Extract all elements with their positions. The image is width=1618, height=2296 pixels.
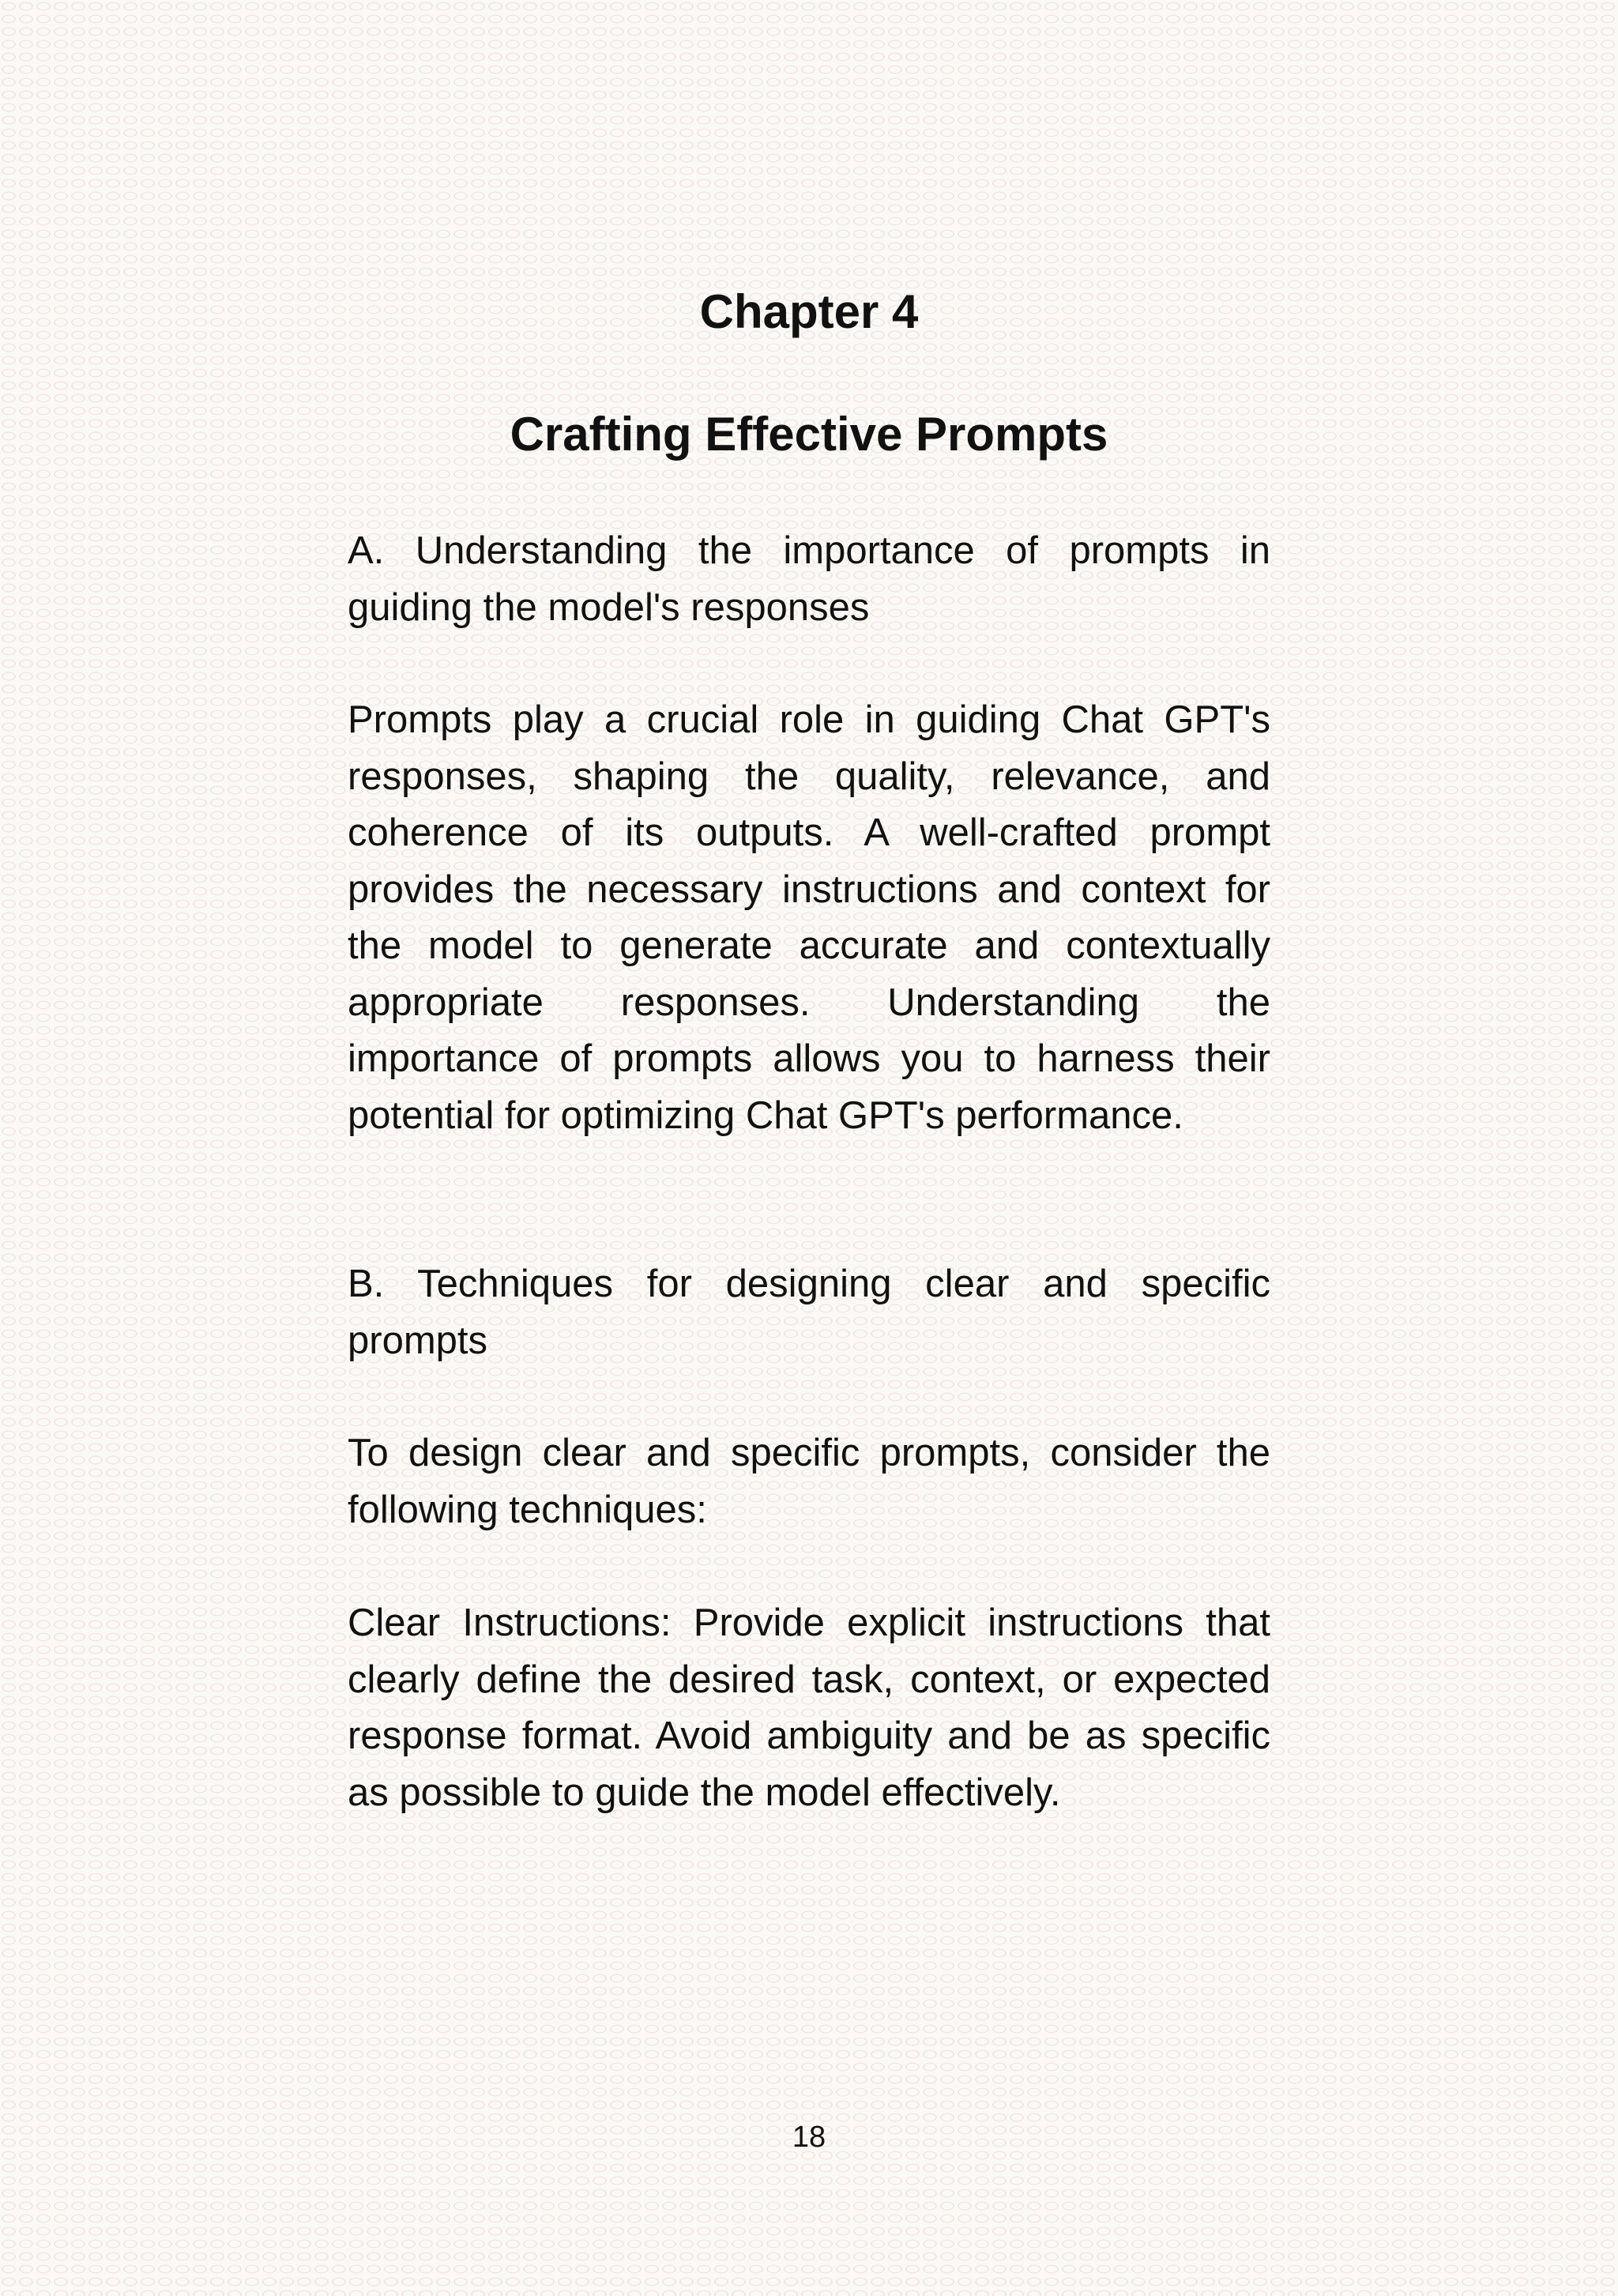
section-b-intro-paragraph: To design clear and specific prompts, consider the following techniques: bbox=[348, 1432, 1270, 1531]
section-a-paragraph: Prompts play a crucial role in guiding Chat GPT's responses, shaping the quality, relevance, and coherence of its outputs. A well-crafted prompt provides the necessary instructions and context for the model to generate accurate and contextually appropriate responses. Understanding the importance of prompts allows you to harness their potential for optimizing Chat GPT's performance. bbox=[348, 698, 1270, 1137]
page-number: 18 bbox=[792, 2121, 826, 2154]
chapter-title: Crafting Effective Prompts bbox=[510, 408, 1108, 461]
chapter-number: Chapter 4 bbox=[699, 285, 919, 338]
section-a-heading: A. Understanding the importance of prompts in guiding the model's responses bbox=[348, 529, 1270, 629]
section-b-heading: B. Techniques for designing clear and specific prompts bbox=[348, 1263, 1270, 1362]
section-b-clear-instructions-paragraph: Clear Instructions: Provide explicit instructions that clearly define the desired task, context, or expected response format. Avoid ambiguity and be as specific as possible to guide the model effectively. bbox=[348, 1602, 1270, 1814]
